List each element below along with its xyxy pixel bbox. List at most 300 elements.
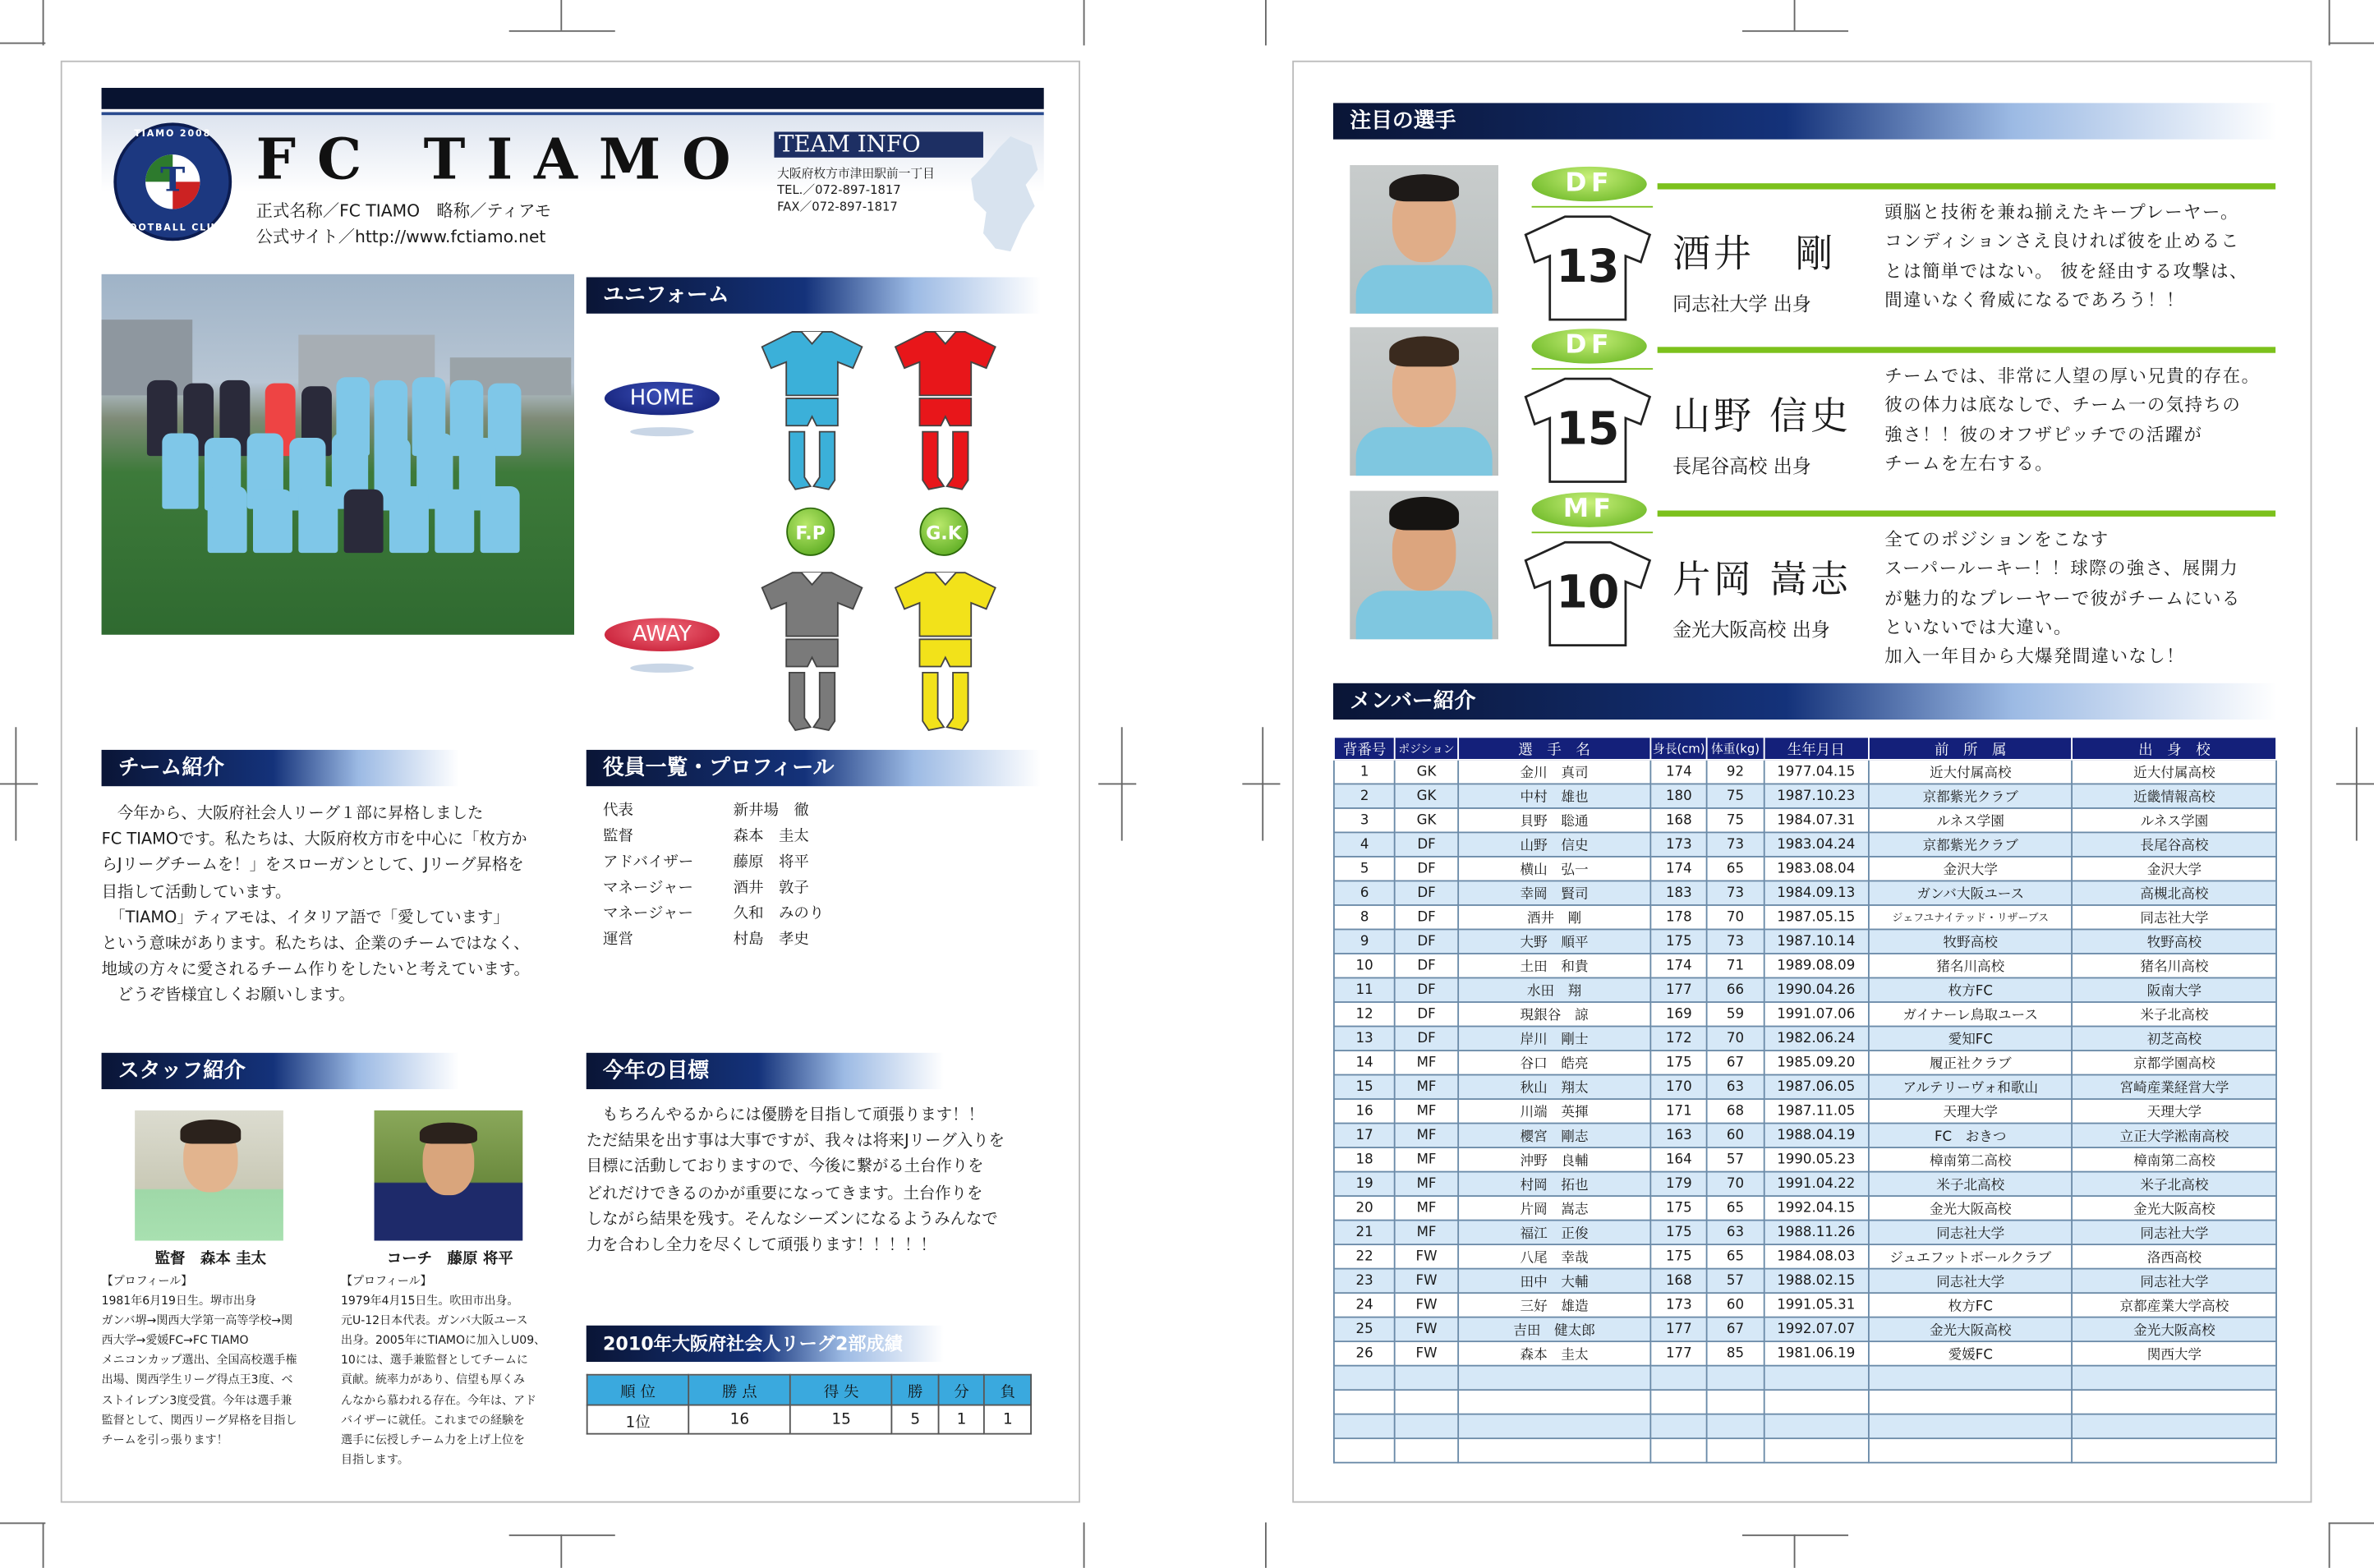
officer-row: 代表 新井場 徹 <box>603 802 809 820</box>
crop-mark <box>560 0 562 30</box>
coach2-profile: 【プロフィール】 1979年4月15日生。吹田市出身。 元U-12日本代表。ガンバ大阪ユース 出身。2005年にTIAMOに加入しU09、 10には、選手兼監督としてチームに 貢献。統率力があり、信望も厚くみ んなから慕われる存在。今年は、アド バイザーに就任。これまでの経験を 選手に伝授しチーム力を上げ上位を 目指します。 <box>340 1274 546 1466</box>
table-cell: 岸川 剛士 <box>1458 1027 1651 1051</box>
table-cell: 同志社大学 <box>2073 905 2276 930</box>
home-fp-kit-icon <box>759 329 865 495</box>
crop-mark <box>2329 43 2374 44</box>
table-cell: 2 <box>1334 784 1395 808</box>
table-row <box>1334 832 2276 857</box>
table-cell: 20 <box>1334 1196 1395 1221</box>
officers-list <box>603 795 824 950</box>
table-cell: 168 <box>1650 808 1707 833</box>
table-cell: 1988.11.26 <box>1764 1221 1869 1245</box>
table-row <box>1334 1341 2276 1366</box>
home-label: HOME <box>605 382 720 416</box>
table-cell: 山野 信史 <box>1458 832 1651 857</box>
table-cell: 枚方FC <box>1869 977 2073 1002</box>
table-cell: 愛知FC <box>1869 1027 2073 1051</box>
table-cell: 163 <box>1650 1124 1707 1148</box>
table-cell: 1992.07.07 <box>1764 1317 1869 1342</box>
standings-table <box>587 1374 1032 1435</box>
crop-mark <box>0 1523 45 1524</box>
divider-line <box>1532 206 1654 208</box>
table-cell: 1987.06.05 <box>1764 1075 1869 1100</box>
table-cell: 169 <box>1650 1002 1707 1027</box>
table-cell: 172 <box>1650 1027 1707 1051</box>
header-rule <box>102 112 1044 115</box>
player-description: 頭脳と技術を兼ね揃えたキープレーヤー。 コンディションさえ良ければ彼を止めるこ とは簡単ではない。 彼を経由する攻撃は、 間違いなく脅威になるであろう！！ <box>1884 201 2248 310</box>
table-cell: 92 <box>1707 760 1764 784</box>
table-cell: 愛媛FC <box>1869 1341 2073 1366</box>
table-cell: 履正社クラブ <box>1869 1051 2073 1075</box>
table-row <box>1334 929 2276 954</box>
table-cell: 1991.07.06 <box>1764 1002 1869 1027</box>
table-cell: 174 <box>1650 857 1707 881</box>
table-cell: 同志社大学 <box>1869 1269 2073 1294</box>
table-cell: 180 <box>1650 784 1707 808</box>
table-row <box>1334 881 2276 905</box>
table-cell: 金光大阪高校 <box>2073 1196 2276 1221</box>
table-cell: 6 <box>1334 881 1395 905</box>
table-cell: 175 <box>1650 929 1707 954</box>
table-cell: 15 <box>1334 1075 1395 1100</box>
table-cell: 沖野 良輔 <box>1458 1147 1651 1172</box>
table-cell: 1981.06.19 <box>1764 1341 1869 1366</box>
jersey-number: 10 <box>1556 566 1620 620</box>
officers-title: 役員一覧・プロフィール <box>587 750 1041 786</box>
table-cell: 櫻宮 剛志 <box>1458 1124 1651 1148</box>
table-cell: 天理大学 <box>1869 1099 2073 1124</box>
table-cell: 25 <box>1334 1317 1395 1342</box>
table-cell: 同志社大学 <box>2073 1221 2276 1245</box>
members-title: メンバー紹介 <box>1333 683 2277 720</box>
table-cell: 1987.10.23 <box>1764 784 1869 808</box>
table-cell: 牧野高校 <box>2073 929 2276 954</box>
table-cell: 70 <box>1707 905 1764 930</box>
crop-mark <box>0 784 38 785</box>
table-cell: 同志社大学 <box>1869 1221 2073 1245</box>
table-cell: 71 <box>1707 954 1764 978</box>
officer-row: マネージャー 酒井 敦子 <box>603 880 809 897</box>
table-cell: ルネス学園 <box>1869 808 2073 833</box>
table-cell: DF <box>1395 977 1457 1002</box>
table-row <box>1334 1124 2276 1148</box>
table-cell: 85 <box>1707 1341 1764 1366</box>
team-intro-text: 今年から、大阪府社会人リーグ１部に昇格しました FC TIAMOです。私たちは、大阪府枚方市を中心に「枚方か らJリーグチームを！」をスローガンとして、Jリーグ昇格を 目指して活動しています。 「TIAMO」ティアモは、イタリア語で「愛しています」 という意味があります。私たちは、企業のチームではなく、 地域の方々に愛されるチーム作りをしたいと考えています。 どうぞ皆様宜しくお願いします。 <box>101 804 530 1005</box>
table-cell: 京都紫光クラブ <box>1869 832 2073 857</box>
goal-title: 今年の目標 <box>587 1053 944 1089</box>
table-cell: 金光大阪高校 <box>1869 1196 2073 1221</box>
table-cell: 福江 正俊 <box>1458 1221 1651 1245</box>
table-cell: ジェフユナイテッド・リザーブス <box>1869 905 2073 930</box>
table-row <box>1334 808 2276 833</box>
table-cell: 21 <box>1334 1221 1395 1245</box>
officer-row: 運営 村島 孝史 <box>603 931 809 949</box>
table-cell: 14 <box>1334 1051 1395 1075</box>
goal-text: もちろんやるからには優勝を目指して頑張ります！！ ただ結果を出す事は大事ですが、我々は将来Jリーグ入りを 目標に活動しておりますので、今後に繋がる土台作りを どれだけできるのかが重要になってきます。土台作りを しながら結果を残す。そんなシーズンになるようみんなで 力を合わし全力を尽くして頑張ります！！！！！ <box>586 1106 1005 1255</box>
featured-players-title: 注目の選手 <box>1333 103 2277 139</box>
table-cell: 57 <box>1707 1147 1764 1172</box>
table-cell: 阪南大学 <box>2073 977 2276 1002</box>
table-cell: 60 <box>1707 1124 1764 1148</box>
table-cell: MF <box>1395 1099 1457 1124</box>
staff-title: スタッフ紹介 <box>102 1053 459 1089</box>
crop-mark <box>1794 1534 1796 1568</box>
table-cell: 173 <box>1650 1293 1707 1317</box>
table-cell: 猪名川高校 <box>1869 954 2073 978</box>
table-cell: 金沢大学 <box>1869 857 2073 881</box>
team-info-title: TEAM INFO <box>774 131 983 157</box>
table-row <box>1334 760 2276 784</box>
table-cell: 京都産業大学高校 <box>2073 1293 2276 1317</box>
table-cell: FW <box>1395 1244 1457 1269</box>
table-row-empty <box>1334 1438 2276 1463</box>
table-cell: MF <box>1395 1075 1457 1100</box>
table-row <box>1334 1099 2276 1124</box>
crop-mark <box>1083 0 1085 45</box>
table-cell: 179 <box>1650 1172 1707 1197</box>
table-cell: 66 <box>1707 977 1764 1002</box>
table-cell: DF <box>1395 857 1457 881</box>
table-cell: 70 <box>1707 1172 1764 1197</box>
left-page <box>61 61 1080 1503</box>
table-cell: 1983.04.24 <box>1764 832 1869 857</box>
crop-mark <box>43 1523 44 1568</box>
table-cell: 天理大学 <box>2073 1099 2276 1124</box>
table-cell: 金川 真司 <box>1458 760 1651 784</box>
header-bar <box>102 88 1044 109</box>
player-photo <box>1350 491 1498 640</box>
table-cell: MF <box>1395 1147 1457 1172</box>
table-cell: 174 <box>1650 954 1707 978</box>
table-cell: 9 <box>1334 929 1395 954</box>
coach-photo <box>375 1110 523 1241</box>
table-cell: 近畿情報高校 <box>2073 784 2276 808</box>
table-cell: 1987.11.05 <box>1764 1099 1869 1124</box>
table-cell: 23 <box>1334 1269 1395 1294</box>
table-cell: 1992.04.15 <box>1764 1196 1869 1221</box>
table-cell: 60 <box>1707 1293 1764 1317</box>
player-photo <box>1350 165 1498 314</box>
table-cell: ルネス学園 <box>2073 808 2276 833</box>
player-description: 全てのポジションをこなす スーパールーキー！！球際の強さ、展開力 が魅力的なプレーヤーで彼がチームにいる といないでは大違い。 加入一年目から大爆発間違いなし！ <box>1884 528 2241 667</box>
right-page <box>1292 61 2312 1503</box>
table-cell: 酒井 剛 <box>1458 905 1651 930</box>
standings-title: 2010年大阪府社会人リーグ2部成績 <box>587 1326 944 1362</box>
table-cell: 70 <box>1707 1027 1764 1051</box>
coach1-profile: 【プロフィール】 1981年6月19日生。堺市出身 ガンバ堺→関西大学第一高等学校→関 西大学→愛媛FC→FC TIAMO メニコンカップ選出、全国高校選手権 出場、関西学生リーグ得点王3度、ベ ストイレブン3度受賞。今年は選手兼 監督として、関西リーグ昇格を目指し チームを引っ張ります！ <box>101 1274 297 1446</box>
table-cell: 1989.08.09 <box>1764 954 1869 978</box>
table-cell: 横山 弘一 <box>1458 857 1651 881</box>
table-cell: 1983.08.04 <box>1764 857 1869 881</box>
table-row <box>1334 1027 2276 1051</box>
crop-mark <box>1265 1523 1267 1568</box>
table-cell: MF <box>1395 1196 1457 1221</box>
table-cell: 1987.10.14 <box>1764 929 1869 954</box>
table-row <box>1334 1147 2276 1172</box>
table-cell: 川端 英揮 <box>1458 1099 1651 1124</box>
table-cell: 関西大学 <box>2073 1341 2276 1366</box>
table-cell: 19 <box>1334 1172 1395 1197</box>
table-row <box>1334 954 2276 978</box>
members-table <box>1333 736 2277 1463</box>
table-cell: 65 <box>1707 1196 1764 1221</box>
table-cell: 宮崎産業経営大学 <box>2073 1075 2276 1100</box>
table-cell: 京都紫光クラブ <box>1869 784 2073 808</box>
table-cell: 22 <box>1334 1244 1395 1269</box>
table-cell: 金沢大学 <box>2073 857 2276 881</box>
table-cell: 1988.02.15 <box>1764 1269 1869 1294</box>
table-cell: 1977.04.15 <box>1764 760 1869 784</box>
table-cell: 大野 順平 <box>1458 929 1651 954</box>
table-cell: 178 <box>1650 905 1707 930</box>
table-cell: FW <box>1395 1269 1457 1294</box>
table-cell: 片岡 嵩志 <box>1458 1196 1651 1221</box>
table-row <box>1334 1075 2276 1100</box>
table-cell: 1987.05.15 <box>1764 905 1869 930</box>
jersey-number: 15 <box>1556 402 1620 457</box>
table-cell: 牧野高校 <box>1869 929 2073 954</box>
table-cell: 175 <box>1650 1051 1707 1075</box>
table-cell: 幸岡 賢司 <box>1458 881 1651 905</box>
table-cell: 1 <box>1334 760 1395 784</box>
standings-header-row: 順 位 勝 点 得 失 勝 分 負 <box>587 1375 1031 1405</box>
table-cell: 65 <box>1707 1244 1764 1269</box>
table-row <box>1334 1269 2276 1294</box>
table-cell: GK <box>1395 784 1457 808</box>
divider-line <box>1658 511 2275 517</box>
table-row <box>1334 1172 2276 1197</box>
table-cell: 5 <box>1334 857 1395 881</box>
coach1-caption: 監督 森本 圭太 <box>154 1251 267 1268</box>
table-cell: 米子北高校 <box>2073 1172 2276 1197</box>
table-cell: 73 <box>1707 881 1764 905</box>
table-cell: 177 <box>1650 1317 1707 1342</box>
player-school: 金光大阪高校 出身 <box>1672 618 1830 641</box>
team-intro-title: チーム紹介 <box>102 750 459 786</box>
table-cell: 三好 雄造 <box>1458 1293 1651 1317</box>
table-row-empty <box>1334 1390 2276 1414</box>
table-cell: 貝野 聡通 <box>1458 808 1651 833</box>
table-cell: 3 <box>1334 808 1395 833</box>
table-cell: 同志社大学 <box>2073 1269 2276 1294</box>
team-tel: TEL.／072-897-1817 <box>777 183 901 197</box>
table-cell: 183 <box>1650 881 1707 905</box>
crop-mark <box>509 30 615 32</box>
table-cell: 谷口 皓亮 <box>1458 1051 1651 1075</box>
table-cell: 近大付属高校 <box>2073 760 2276 784</box>
table-cell: DF <box>1395 832 1457 857</box>
table-cell: DF <box>1395 1002 1457 1027</box>
divider-line <box>1658 347 2275 352</box>
gk-badge: G.K <box>919 508 968 556</box>
position-badge: DF <box>1532 167 1647 201</box>
team-photo <box>102 274 574 635</box>
table-cell: 土田 和貴 <box>1458 954 1651 978</box>
table-cell: 177 <box>1650 1341 1707 1366</box>
table-cell: 175 <box>1650 1221 1707 1245</box>
table-row-empty <box>1334 1366 2276 1391</box>
table-cell: 57 <box>1707 1269 1764 1294</box>
table-row <box>1334 977 2276 1002</box>
crop-mark <box>1262 727 1263 840</box>
table-cell: 75 <box>1707 808 1764 833</box>
position-badge: DF <box>1532 329 1647 363</box>
coach2-caption: コーチ 藤原 将平 <box>386 1251 513 1268</box>
table-cell: 金光大阪高校 <box>2073 1317 2276 1342</box>
team-fax: FAX／072-897-1817 <box>777 200 898 214</box>
table-cell: 八尾 幸哉 <box>1458 1244 1651 1269</box>
player-description: チームでは、非常に人望の厚い兄貴的存在。 彼の体力は底なしで、チーム一の気持ちの 強さ！！彼のオフザピッチでの活躍が チームを左右する。 <box>1884 365 2261 475</box>
player-name: 酒井 剛 <box>1672 232 1837 276</box>
crop-mark <box>2329 0 2330 45</box>
team-info-contact <box>777 165 935 215</box>
player-school: 長尾谷高校 出身 <box>1672 454 1811 477</box>
table-cell: 京都学園高校 <box>2073 1051 2276 1075</box>
table-cell: 田中 大輔 <box>1458 1269 1651 1294</box>
table-cell: 1985.09.20 <box>1764 1051 1869 1075</box>
table-row <box>1334 784 2276 808</box>
table-cell: 枚方FC <box>1869 1293 2073 1317</box>
table-cell: 67 <box>1707 1317 1764 1342</box>
table-cell: 森本 圭太 <box>1458 1341 1651 1366</box>
coach-photo <box>135 1110 283 1241</box>
table-cell: 洛西高校 <box>2073 1244 2276 1269</box>
table-cell: 樟南第二高校 <box>1869 1147 2073 1172</box>
table-cell: DF <box>1395 954 1457 978</box>
table-row <box>1334 1002 2276 1027</box>
crop-mark <box>1265 0 1267 45</box>
table-cell: 175 <box>1650 1244 1707 1269</box>
table-cell: 1991.04.22 <box>1764 1172 1869 1197</box>
table-row <box>1334 1221 2276 1245</box>
table-row <box>1334 1293 2276 1317</box>
table-cell: MF <box>1395 1172 1457 1197</box>
table-cell: 75 <box>1707 784 1764 808</box>
table-cell: 秋山 翔太 <box>1458 1075 1651 1100</box>
table-row-empty <box>1334 1414 2276 1439</box>
player-name: 片岡 嵩志 <box>1672 557 1852 602</box>
table-cell: 173 <box>1650 832 1707 857</box>
table-cell: GK <box>1395 808 1457 833</box>
player-school: 同志社大学 出身 <box>1672 292 1811 315</box>
table-cell: 8 <box>1334 905 1395 930</box>
home-gk-kit-icon <box>892 329 998 495</box>
logo-text-top: TIAMO 2008 <box>134 128 212 140</box>
player-photo <box>1350 327 1498 476</box>
table-cell: ジュエフットボールクラブ <box>1869 1244 2073 1269</box>
crop-mark <box>0 43 45 44</box>
table-cell: FW <box>1395 1293 1457 1317</box>
table-cell: 現銀谷 諒 <box>1458 1002 1651 1027</box>
table-cell: 63 <box>1707 1221 1764 1245</box>
table-cell: 水田 翔 <box>1458 977 1651 1002</box>
standings-row: 1位 16 15 5 1 1 <box>587 1405 1031 1434</box>
table-cell: 170 <box>1650 1075 1707 1100</box>
table-cell: 吉田 健太郎 <box>1458 1317 1651 1342</box>
jersey-number: 13 <box>1556 241 1620 294</box>
table-cell: 村岡 拓也 <box>1458 1172 1651 1197</box>
table-cell: 米子北高校 <box>1869 1172 2073 1197</box>
crop-mark <box>1098 784 1136 785</box>
table-cell: 17 <box>1334 1124 1395 1148</box>
table-cell: ガイナーレ鳥取ユース <box>1869 1002 2073 1027</box>
table-cell: 1984.09.13 <box>1764 881 1869 905</box>
crop-mark <box>1742 30 1848 32</box>
crop-mark <box>560 1534 562 1568</box>
table-cell: 174 <box>1650 760 1707 784</box>
position-badge: MF <box>1532 492 1647 526</box>
table-cell: FC おきつ <box>1869 1124 2073 1148</box>
table-cell: 近大付属高校 <box>1869 760 2073 784</box>
table-cell: 177 <box>1650 977 1707 1002</box>
table-cell: 24 <box>1334 1293 1395 1317</box>
table-cell: 1982.06.24 <box>1764 1027 1869 1051</box>
table-cell: ガンバ大阪ユース <box>1869 881 2073 905</box>
away-gk-kit-icon <box>892 569 998 736</box>
table-cell: DF <box>1395 881 1457 905</box>
table-cell: 1988.04.19 <box>1764 1124 1869 1148</box>
table-row <box>1334 1317 2276 1342</box>
crop-mark <box>2329 1523 2374 1524</box>
table-cell: 初芝高校 <box>2073 1027 2276 1051</box>
table-cell: 1984.08.03 <box>1764 1244 1869 1269</box>
crop-mark <box>15 727 16 840</box>
crop-mark <box>2329 1523 2330 1568</box>
table-cell: 65 <box>1707 857 1764 881</box>
table-cell: 26 <box>1334 1341 1395 1366</box>
table-cell: 16 <box>1334 1099 1395 1124</box>
table-cell: MF <box>1395 1221 1457 1245</box>
table-cell: 18 <box>1334 1147 1395 1172</box>
table-cell: 金光大阪高校 <box>1869 1317 2073 1342</box>
table-cell: 中村 雄也 <box>1458 784 1651 808</box>
away-fp-kit-icon <box>759 569 865 736</box>
table-cell: 11 <box>1334 977 1395 1002</box>
team-address: 大阪府枚方市津田駅前一丁目 <box>777 166 935 181</box>
player-name: 山野 信史 <box>1672 393 1852 439</box>
table-row <box>1334 905 2276 930</box>
table-cell: 4 <box>1334 832 1395 857</box>
table-cell: MF <box>1395 1051 1457 1075</box>
table-row <box>1334 1051 2276 1075</box>
table-cell: DF <box>1395 929 1457 954</box>
table-cell: 長尾谷高校 <box>2073 832 2276 857</box>
officer-row: 監督 森本 圭太 <box>603 828 809 846</box>
table-row <box>1334 1244 2276 1269</box>
table-cell: 10 <box>1334 954 1395 978</box>
official-name: 正式名称／FC TIAMO 略称／ティアモ <box>255 201 552 222</box>
osaka-map-icon <box>965 133 1041 255</box>
table-cell: FW <box>1395 1317 1457 1342</box>
table-cell: 樟南第二高校 <box>2073 1147 2276 1172</box>
table-cell: DF <box>1395 1027 1457 1051</box>
table-cell: MF <box>1395 1124 1457 1148</box>
divider-line <box>1532 531 1654 533</box>
table-cell: 立正大学淞南高校 <box>2073 1124 2276 1148</box>
table-cell: 73 <box>1707 929 1764 954</box>
divider-line <box>1532 368 1654 370</box>
table-cell: FW <box>1395 1341 1457 1366</box>
table-cell: 高槻北高校 <box>2073 881 2276 905</box>
members-header-row: 背番号 ポジション 選 手 名 身長(cm) 体重(kg) 生年月日 前 所 属 出 身 校 <box>1334 737 2276 760</box>
table-row <box>1334 857 2276 881</box>
divider-line <box>1658 183 2275 189</box>
table-cell: 1984.07.31 <box>1764 808 1869 833</box>
table-row <box>1334 1196 2276 1221</box>
table-cell: 13 <box>1334 1027 1395 1051</box>
table-cell: 59 <box>1707 1002 1764 1027</box>
officer-row: マネージャー 久和 みのり <box>603 905 825 923</box>
